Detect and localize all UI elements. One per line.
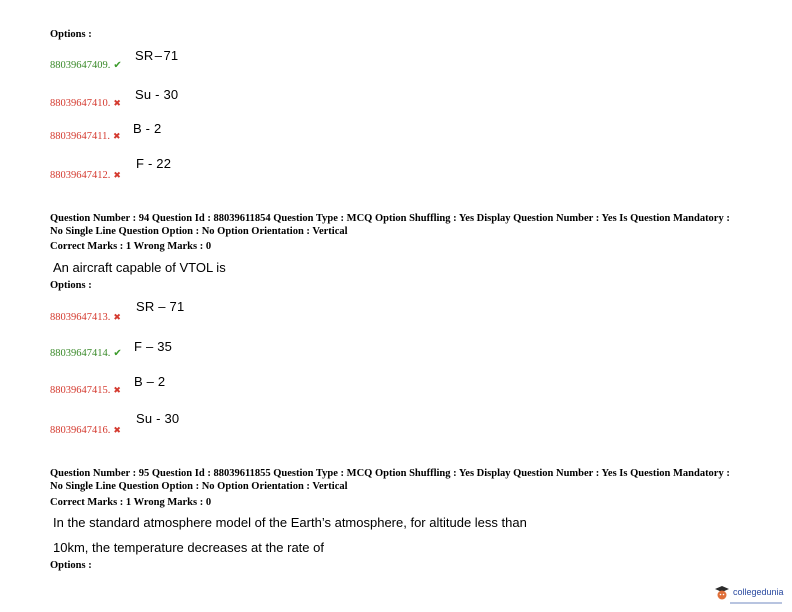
option-row <box>50 93 121 111</box>
question-header: Question Number : 95 Question Id : 88039611855 Question Type : MCQ Option Shuffling : Yes Display Question Number : Yes Is Question Mandatory : No Single Line Question Option : No Option Orientation : Vertical <box>50 468 730 492</box>
graduate-mascot-icon <box>714 585 730 601</box>
option-row <box>50 307 121 325</box>
marks-line: Correct Marks : 1 Wrong Marks : 0 <box>50 497 212 508</box>
wrong-cross-icon: ✖ <box>113 98 121 108</box>
question-text-line-2: 10km, the temperature decreases at the rate of <box>53 540 324 555</box>
brand-tagline-bar <box>730 602 782 604</box>
wrong-cross-icon: ✖ <box>113 131 121 141</box>
option-row <box>50 343 122 361</box>
option-row <box>50 165 121 183</box>
wrong-cross-icon: ✖ <box>113 425 121 435</box>
options-label: Options : <box>50 560 92 571</box>
option-id: 88039647414. <box>50 348 111 359</box>
option-text: B – 2 <box>134 374 166 389</box>
option-id: 88039647409. <box>50 60 111 71</box>
marks-line: Correct Marks : 1 Wrong Marks : 0 <box>50 241 212 252</box>
option-id: 88039647411. <box>50 131 110 142</box>
collegedunia-logo <box>714 582 784 604</box>
option-text: SR – 71 <box>136 299 185 314</box>
option-id: 88039647415. <box>50 385 111 396</box>
option-row <box>50 420 121 438</box>
wrong-cross-icon: ✖ <box>113 385 121 395</box>
option-id: 88039647416. <box>50 425 111 436</box>
option-id: 88039647412. <box>50 170 111 181</box>
option-row <box>50 380 121 398</box>
correct-check-icon: ✔ <box>113 348 122 359</box>
option-text: Su - 30 <box>136 411 180 426</box>
option-row <box>50 55 122 73</box>
option-id: 88039647410. <box>50 98 111 109</box>
option-text: F – 35 <box>134 339 173 354</box>
option-text: SR – 71 <box>135 48 179 63</box>
correct-check-icon: ✔ <box>113 60 122 71</box>
option-text: B - 2 <box>133 121 162 136</box>
option-row <box>50 126 121 144</box>
wrong-cross-icon: ✖ <box>113 312 121 322</box>
option-text: Su - 30 <box>135 87 179 102</box>
brand-name: collegedunia <box>733 587 784 597</box>
question-header: Question Number : 94 Question Id : 88039611854 Question Type : MCQ Option Shuffling : Yes Display Question Number : Yes Is Question Mandatory : No Single Line Question Option : No Option Orientation : Vertical <box>50 213 730 237</box>
options-label: Options : <box>50 280 92 291</box>
options-label: Options : <box>50 29 92 40</box>
question-text-line-1: In the standard atmosphere model of the Earth’s atmosphere, for altitude less than <box>53 515 527 530</box>
option-id: 88039647413. <box>50 312 111 323</box>
option-text: F - 22 <box>136 156 172 171</box>
wrong-cross-icon: ✖ <box>113 170 121 180</box>
question-text: An aircraft capable of VTOL is <box>53 260 226 275</box>
